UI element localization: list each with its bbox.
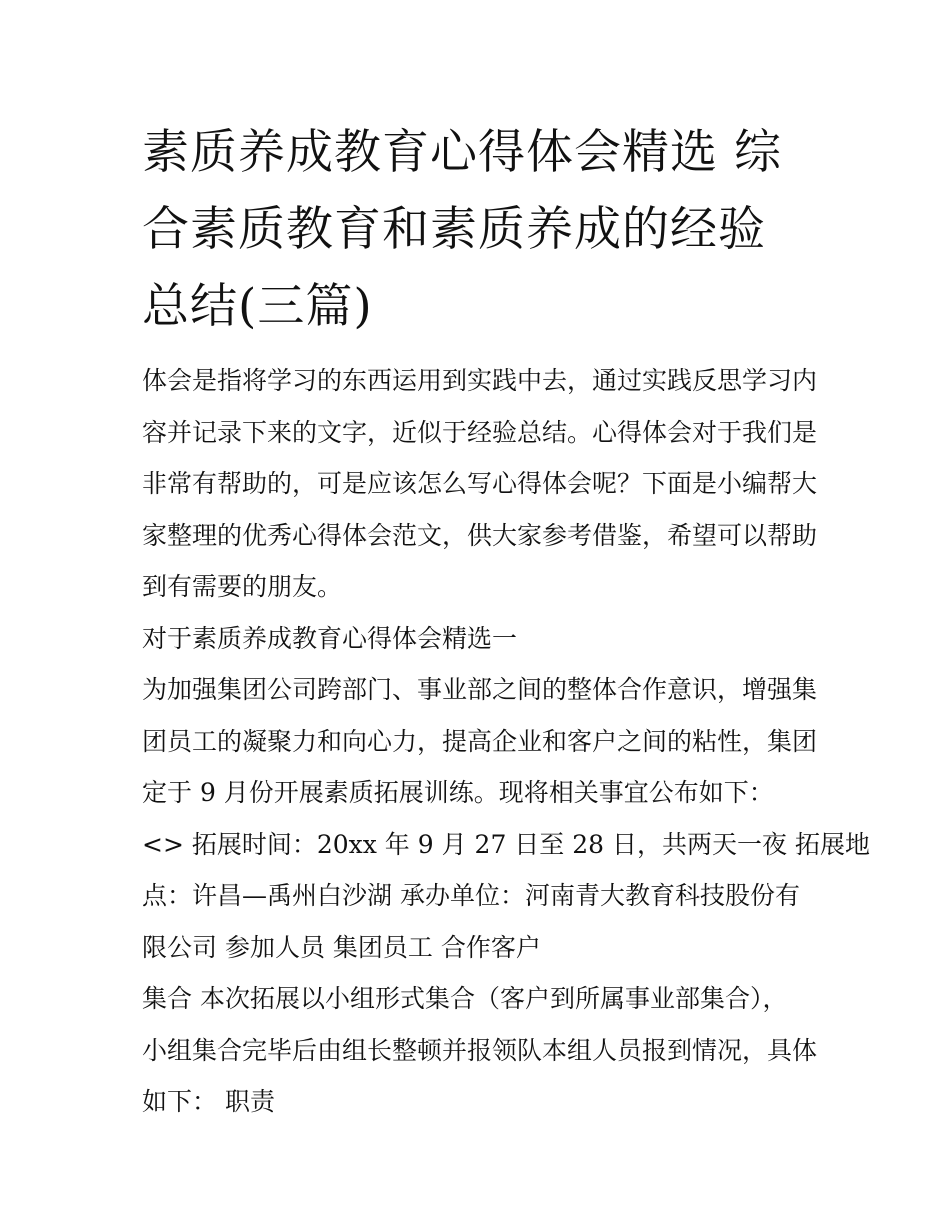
- document-body: [142, 355, 870, 1128]
- title-line: 总结(三篇): [142, 279, 373, 334]
- document-title: [142, 114, 822, 345]
- text-line: 定于 9 月份开展素质拓展训练。现将相关事宜公布如下：: [142, 778, 774, 807]
- title-line: 合素质教育和素质养成的经验: [142, 202, 766, 257]
- text-line: 小组集合完毕后由组长整顿并报领队本组人员报到情况，具体: [142, 1035, 818, 1065]
- text-line: 集合 本次拓展以小组形式集合（客户到所属事业部集合），: [142, 984, 788, 1013]
- text-line: 容并记录下来的文字，近似于经验总结。心得体会对于我们是: [142, 417, 818, 447]
- text-line: <> 拓展时间：20xx 年 9 月 27 日至 28 日，共两天一夜 拓展地: [142, 829, 870, 859]
- text-line: 非常有帮助的，可是应该怎么写心得体会呢？下面是小编帮大: [142, 469, 818, 498]
- text-line: 家整理的优秀心得体会范文，供大家参考借鉴，希望可以帮助: [142, 520, 818, 550]
- text-line: 体会是指将学习的东西运用到实践中去，通过实践反思学习内: [142, 366, 818, 395]
- title-line: 素质养成教育心得体会精选 综: [142, 125, 782, 180]
- text-line: 点：许昌—禹州白沙湖 承办单位：河南青大教育科技股份有: [142, 881, 800, 910]
- section-heading: 对于素质养成教育心得体会精选一: [142, 623, 518, 653]
- text-line: 限公司 参加人员 集团员工 合作客户: [142, 932, 541, 962]
- text-line: 为加强集团公司跨部门、事业部之间的整体合作意识，增强集: [142, 675, 818, 704]
- text-line: 如下： 职责: [142, 1087, 275, 1116]
- text-line: 团员工的凝聚力和向心力，提高企业和客户之间的粘性，集团: [142, 726, 818, 756]
- text-line: 到有需要的朋友。: [142, 572, 343, 601]
